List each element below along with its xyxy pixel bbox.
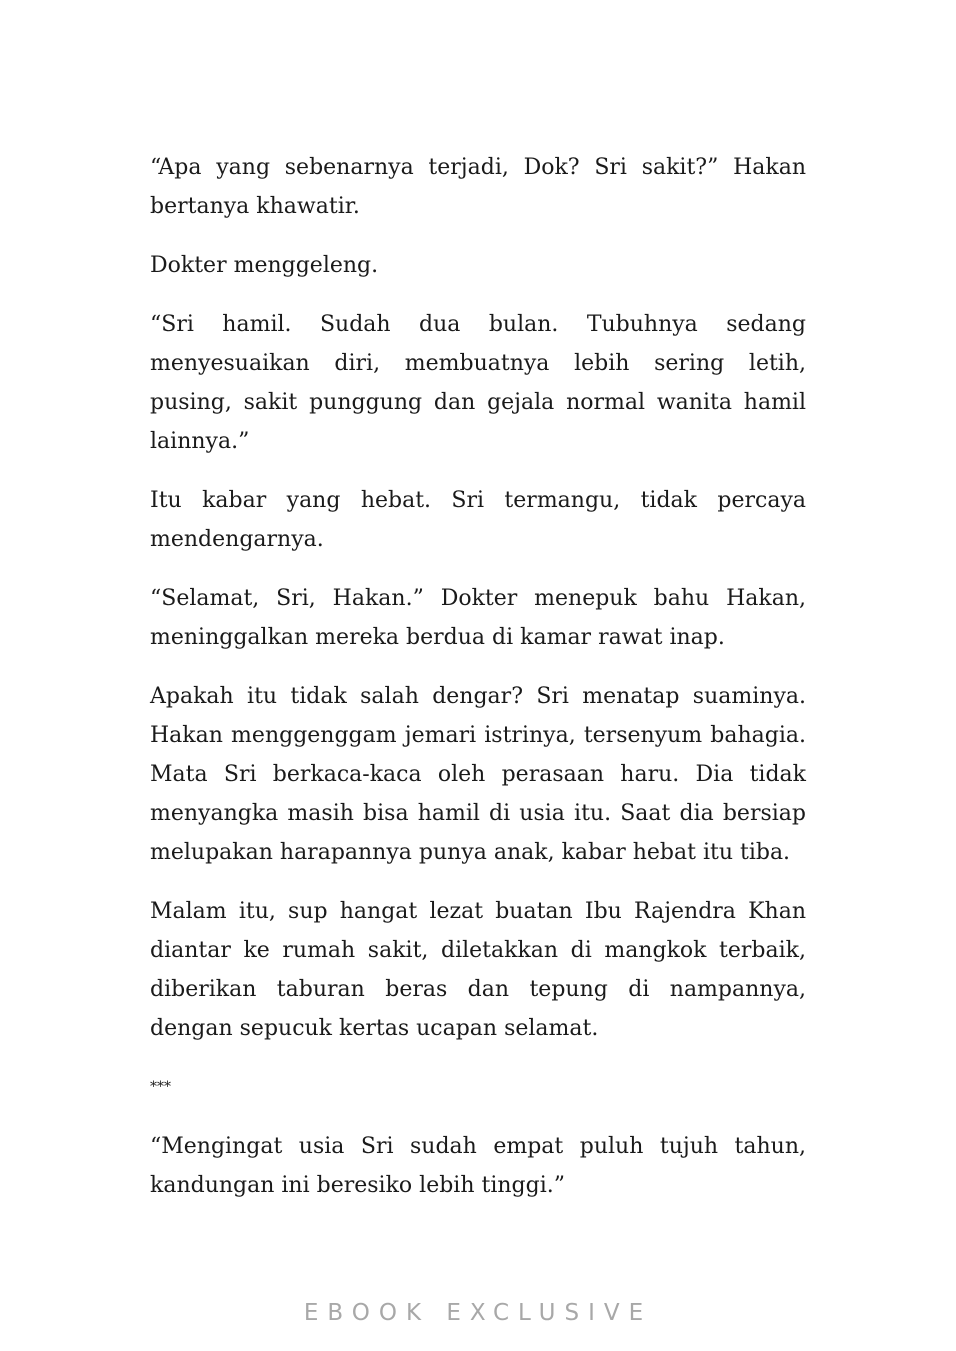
paragraph-5: “Selamat, Sri, Hakan.” Dokter menepuk bahu Hakan, meninggalkan mereka berdua di kamar rawat inap. [150,586,806,650]
paragraph-2: Dokter menggeleng. [150,253,379,278]
paragraph-4: Itu kabar yang hebat. Sri termangu, tidak percaya mendengarnya. [150,488,806,552]
paragraph-6: Apakah itu tidak salah dengar? Sri menatap suaminya. Hakan menggenggam jemari istrinya, tersenyum bahagia. Mata Sri berkaca-kaca oleh perasaan haru. Dia tidak menyangka masih bisa hamil di usia itu. Saat dia bersiap melupakan harapannya punya anak, kabar hebat itu tiba. [150,684,806,865]
page-footer: EBOOK EXCLUSIVE [303,1300,653,1326]
paragraph-7: Malam itu, sup hangat lezat buatan Ibu Rajendra Khan diantar ke rumah sakit, diletakkan di mangkok terbaik, diberikan taburan beras dan tepung di nampannya, dengan sepucuk kertas ucapan selamat. [150,899,806,1041]
scene-separator: *** [150,1079,171,1095]
page-body [150,148,806,1225]
paragraph-8: “Mengingat usia Sri sudah empat puluh tujuh tahun, kandungan ini beresiko lebih tinggi.” [150,1134,806,1198]
paragraph-3: “Sri hamil. Sudah dua bulan. Tubuhnya sedang menyesuaikan diri, membuatnya lebih sering letih, pusing, sakit punggung dan gejala normal wanita hamil lainnya.” [150,312,806,454]
paragraph-1: “Apa yang sebenarnya terjadi, Dok? Sri sakit?” Hakan bertanya khawatir. [150,155,806,219]
